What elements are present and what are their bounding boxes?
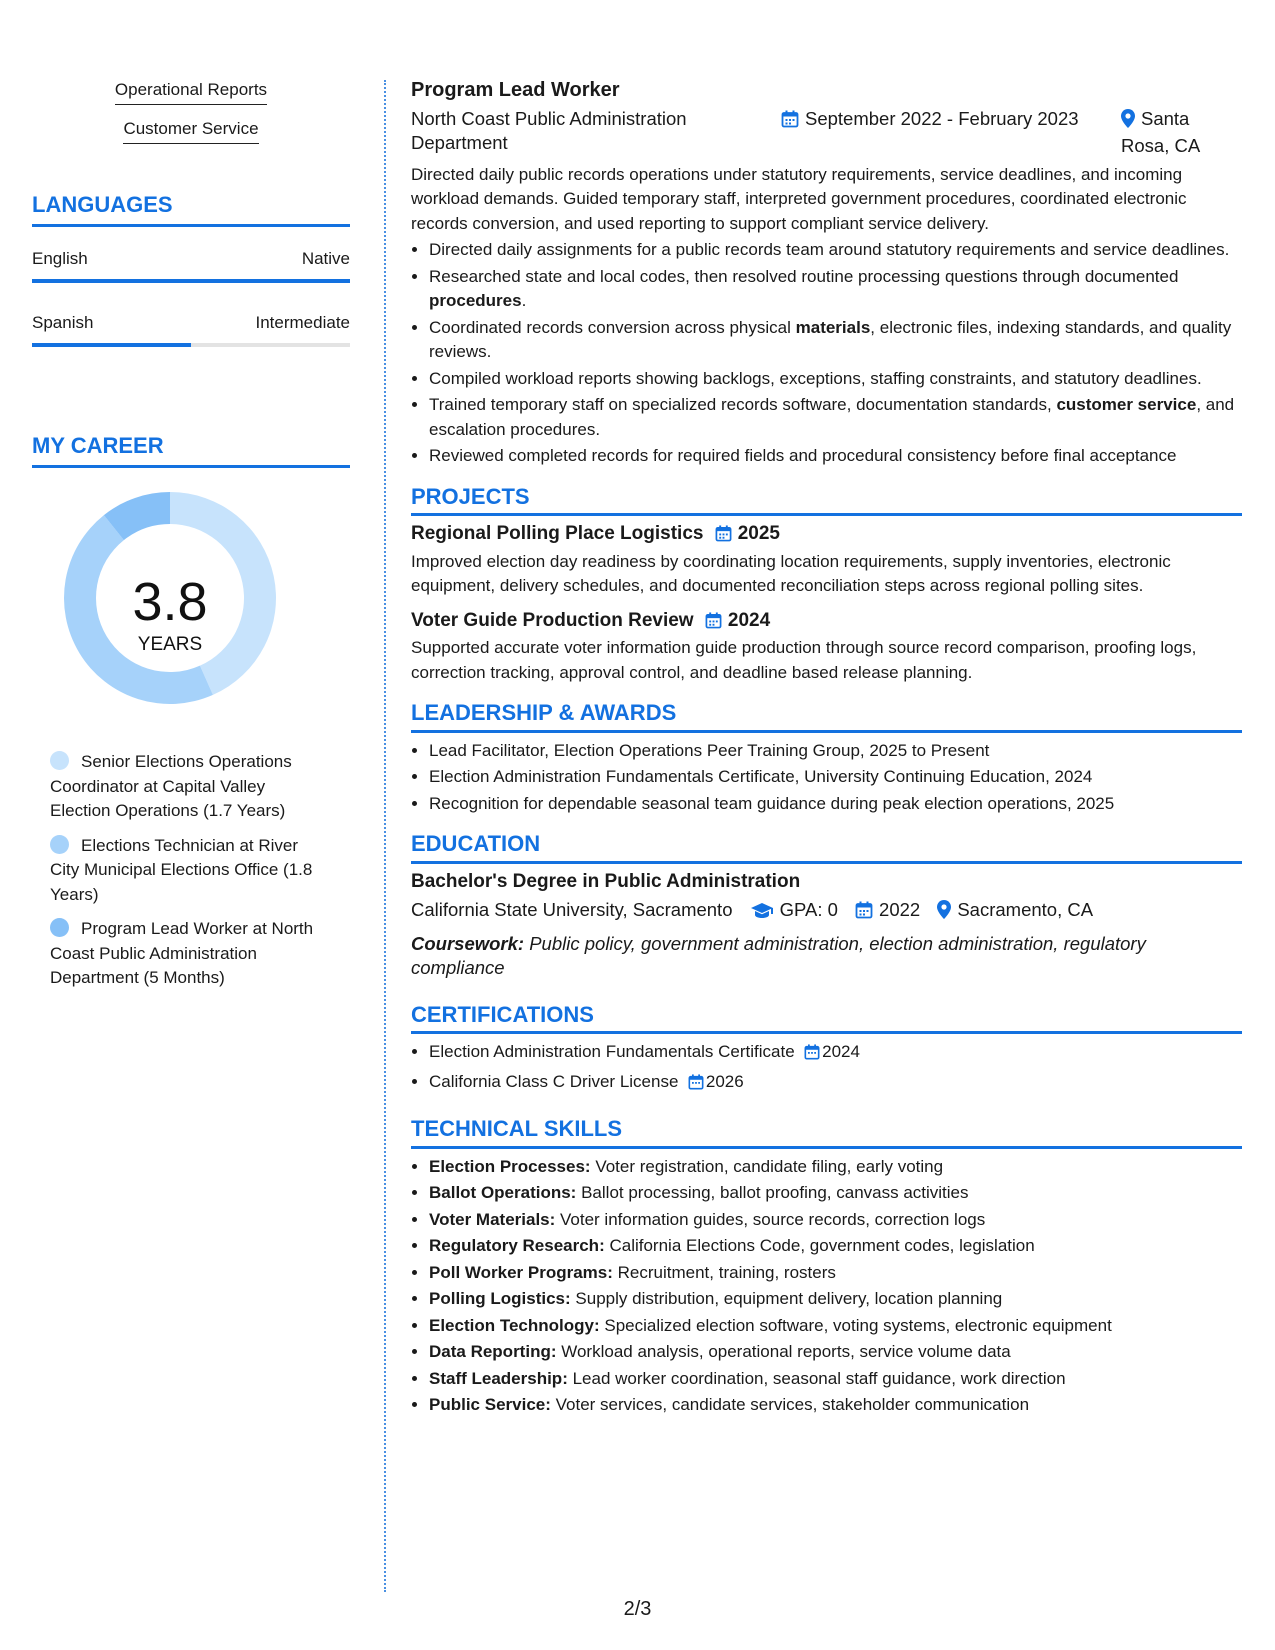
- career-title: MY CAREER: [32, 433, 350, 468]
- job-bullets: [411, 238, 1242, 469]
- project-entry: [411, 609, 1242, 686]
- skill-tags: [32, 80, 350, 158]
- project-entry: [411, 522, 1242, 599]
- skill-item: • Ballot Operations: Ballot processing, ballot proofing, canvass activities: [429, 1181, 1242, 1206]
- skill-item: • Staff Leadership: Lead worker coordination, seasonal staff guidance, work direction: [429, 1367, 1242, 1392]
- skill-item: • Polling Logistics: Supply distribution, equipment delivery, location planning: [429, 1287, 1242, 1312]
- skill-item: • Poll Worker Programs: Recruitment, training, rosters: [429, 1261, 1242, 1286]
- career-legend-item: Elections Technician at River City Municipal Elections Office (1.8 Years): [50, 835, 313, 904]
- career-legend-item: Program Lead Worker at North Coast Public Administration Department (5 Months): [50, 919, 314, 987]
- career-total: 3.8: [132, 572, 208, 632]
- calendar-icon: [855, 901, 873, 926]
- languages-title: LANGUAGES: [32, 192, 350, 227]
- project-year: 2024: [727, 609, 771, 631]
- calendar-icon: [715, 525, 732, 550]
- language-bar-fill: [32, 279, 350, 283]
- job-meta: [411, 107, 1242, 159]
- skill-item: • Election Processes: Voter registration, candidate filing, early voting: [429, 1155, 1242, 1180]
- project-title-row: [411, 609, 1242, 637]
- legend-dot: [50, 835, 69, 854]
- leadership-title: LEADERSHIP & AWARDS: [411, 701, 1242, 733]
- project-year: 2025: [737, 523, 781, 544]
- education-title: EDUCATION: [411, 832, 1242, 864]
- tag-operational-reports: Operational Reports: [115, 80, 267, 105]
- column-divider: [384, 80, 386, 1592]
- job-bullet: • Researched state and local codes, then resolved routine processing questions through documented procedures.: [429, 265, 1242, 314]
- job-dates-wrap: [771, 107, 1121, 159]
- project-name: Regional Polling Place Logistics: [411, 523, 704, 544]
- calendar-icon: [705, 612, 722, 637]
- career-section: [32, 433, 350, 991]
- certification-year: 2026: [705, 1071, 744, 1091]
- school-location: Sacramento, CA: [957, 899, 1094, 920]
- page-number: 2/3: [623, 1598, 652, 1620]
- skill-item: • Election Technology: Specialized election software, voting systems, electronic equipment: [429, 1314, 1242, 1339]
- job-organization: North Coast Public Administration Department: [411, 107, 687, 153]
- project-name: Voter Guide Production Review: [411, 609, 694, 631]
- skill-item: • Voter Materials: Voter information guides, source records, correction logs: [429, 1208, 1242, 1233]
- coursework-label: Coursework:: [411, 932, 525, 954]
- gpa: GPA: 0: [779, 899, 838, 920]
- leadership-item: • Election Administration Fundamentals Certificate, University Continuing Education, 2024: [429, 765, 1242, 790]
- certification-item: [429, 1040, 1242, 1068]
- certification-year: 2024: [822, 1042, 860, 1061]
- school-name: California State University, Sacramento: [411, 899, 733, 920]
- skill-item: • Public Service: Voter services, candidate services, stakeholder communication: [429, 1393, 1242, 1418]
- coursework-text: Public policy, government administration, election administration, regulatory compliance: [411, 932, 1146, 978]
- career-legend: [50, 750, 350, 991]
- language-bar-fill: [32, 343, 191, 347]
- calendar-icon: [781, 110, 799, 135]
- job-bullet: • Trained temporary staff on specialized records software, documentation standards, customer service, and escalation procedures.: [429, 393, 1242, 442]
- language-row: [32, 249, 350, 269]
- project-title-row: [411, 522, 1242, 550]
- language-bar: [32, 343, 350, 347]
- location-pin-icon: [937, 900, 951, 926]
- career-donut-chart: [32, 480, 350, 720]
- degree-name: Bachelor's Degree in Public Administration: [411, 870, 801, 892]
- tag-customer-service: Customer Service: [123, 119, 258, 144]
- language-row: [32, 313, 350, 333]
- calendar-icon: [688, 1073, 704, 1098]
- job-entry: [411, 78, 1242, 469]
- job-bullet: • Reviewed completed records for required fields and procedural consistency before final acceptance: [429, 444, 1242, 469]
- job-title: Program Lead Worker: [411, 79, 620, 101]
- main-content: [411, 78, 1242, 1420]
- sidebar: [32, 80, 350, 1001]
- graduation-cap-icon: [750, 901, 774, 926]
- leadership-item: • Lead Facilitator, Election Operations Peer Training Group, 2025 to Present: [429, 739, 1242, 764]
- job-location: Santa Rosa, CA: [1121, 107, 1201, 156]
- language-bar: [32, 279, 350, 283]
- language-level: Intermediate: [255, 313, 350, 332]
- coursework: [411, 932, 1242, 981]
- skills-title: TECHNICAL SKILLS: [411, 1117, 1242, 1149]
- job-bullet: • Compiled workload reports showing backlogs, exceptions, staffing constraints, and statutory deadlines.: [429, 367, 1242, 392]
- project-description: Improved election day readiness by coordinating location requirements, supply inventories, electronic equipment, delivery schedules, and documented reconciliation steps across regional polling sites.: [411, 551, 1171, 595]
- job-bullet: • Directed daily assignments for a public records team around statutory requirements and service deadlines.: [429, 238, 1242, 263]
- language-name: Spanish: [32, 313, 94, 332]
- leadership-list: [411, 739, 1242, 817]
- career-unit: YEARS: [137, 634, 203, 655]
- projects-title: PROJECTS: [411, 485, 1242, 517]
- skill-item: • Data Reporting: Workload analysis, operational reports, service volume data: [429, 1340, 1242, 1365]
- certifications-list: [411, 1040, 1242, 1097]
- calendar-icon: [804, 1043, 820, 1068]
- graduation-year: 2022: [879, 899, 921, 920]
- legend-dot: [50, 751, 69, 770]
- leadership-item: • Recognition for dependable seasonal team guidance during peak election operations, 2025: [429, 792, 1242, 817]
- job-bullet: • Coordinated records conversion across physical materials, electronic files, indexing standards, and quality reviews.: [429, 316, 1242, 365]
- certification-name: Election Administration Fundamentals Certificate: [429, 1042, 795, 1061]
- job-location-wrap: [1121, 107, 1242, 159]
- certifications-title: CERTIFICATIONS: [411, 1003, 1242, 1035]
- legend-dot: [50, 918, 69, 937]
- skills-list: [411, 1155, 1242, 1418]
- location-pin-icon: [1121, 109, 1135, 135]
- languages-section: [32, 192, 350, 347]
- skill-item: • Regulatory Research: California Elections Code, government codes, legislation: [429, 1234, 1242, 1259]
- career-legend-item: Senior Elections Operations Coordinator at Capital Valley Election Operations (1.7 Years): [50, 752, 292, 820]
- language-name: English: [32, 249, 88, 268]
- job-summary: Directed daily public records operations under statutory requirements, service deadlines, and incoming workload demands. Guided temporary staff, interpreted government procedures, coordinated electronic records conversion, and used reporting to support compliant service delivery.: [411, 164, 1187, 233]
- education-meta: [411, 898, 1242, 926]
- project-description: Supported accurate voter information guide production through source record comparison, proofing logs, correction tracking, approval control, and deadline based release planning.: [411, 638, 1197, 682]
- language-level: Native: [301, 249, 350, 268]
- job-dates: September 2022 - February 2023: [805, 107, 1079, 129]
- certification-item: [429, 1070, 1242, 1098]
- certification-name: California Class C Driver License: [429, 1071, 679, 1091]
